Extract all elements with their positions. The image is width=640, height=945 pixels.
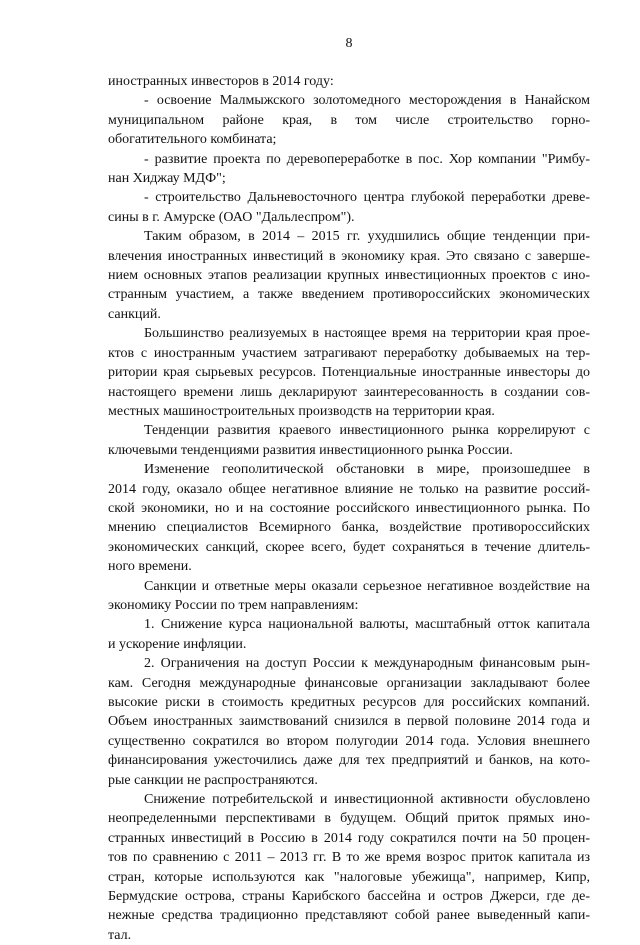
text-line: стран, которые используются как "налоговые убежища", например, Кипр, [108, 869, 590, 885]
text-line: 2. Ограничения на доступ России к международным финансовым рын- [144, 656, 590, 672]
text-line: ного времени. [108, 559, 192, 575]
text-line: нием основных этапов реализации крупных инвестиционных проектов с ино- [108, 268, 590, 284]
text-line: санкций. [108, 306, 161, 322]
text-line: иностранных инвесторов в 2014 году: [108, 74, 334, 89]
text-line: кам. Сегодня международные финансовые организации закладывают более [108, 675, 590, 691]
text-line: - строительство Дальневосточного центра глубокой переработки древе- [144, 190, 590, 206]
text-line: нан Хиджау МДФ"; [108, 171, 226, 187]
paragraph [108, 72, 590, 91]
text-line: нежные средства традиционно представляют собой ранее выведенный капи- [108, 908, 590, 924]
text-line: странных инвестиций в Россию в 2014 году сократился почти на 50 процен- [108, 830, 590, 846]
text-line: Тенденции развития краевого инвестиционного рынка коррелируют с [144, 423, 590, 439]
page-number: 8 [345, 36, 353, 51]
text-line: высокие риски в стоимость кредитных ресурсов для российских компаний. [108, 695, 590, 710]
paragraph [108, 91, 590, 149]
text-line: существенно сократился во втором полугодии 2014 года. Условия внешнего [108, 733, 590, 749]
text-line: влечения иностранных инвестиций в экономику края. Это связано с заверше- [108, 248, 590, 264]
text-line: мнению специалистов Всемирного банка, воздействие противороссийских [108, 520, 590, 536]
text-line: - развитие проекта по деревопереработке в пос. Хор компании "Римбу- [144, 151, 590, 167]
text-line: Санкции и ответные меры оказали серьезное негативное воздействие на [144, 578, 590, 594]
paragraph [108, 188, 590, 227]
paragraph [108, 615, 590, 654]
text-line: и ускорение инфляции. [108, 636, 247, 652]
text-line: 2014 году, оказало общее негативное влияние не только на развитие россий- [108, 481, 590, 497]
paragraph [108, 324, 590, 421]
paragraph [108, 577, 590, 616]
paragraph [108, 227, 590, 324]
paragraph [108, 150, 590, 189]
text-line: экономику России по трем направлениям: [108, 597, 359, 613]
text-line: Изменение геополитической обстановки в мире, произошедшее в [144, 462, 590, 478]
text-line: неопределенными перспективами в будущем. Общий приток прямых ино- [108, 811, 590, 827]
paragraph [108, 460, 590, 576]
text-line: Таким образом, в 2014 – 2015 гг. ухудшились общие тенденции при- [144, 229, 590, 245]
text-line: ритории края сырьевых ресурсов. Потенциальные иностранные инвесторы до [108, 365, 590, 381]
text-line: рые санкции не распространяются. [108, 772, 318, 788]
text-line: местных машиностроительных производств на территории края. [108, 403, 495, 419]
text-line: Бермудские острова, страны Карибского бассейна и остров Джерси, где де- [108, 889, 590, 905]
text-line: обогатительного комбината; [108, 132, 277, 148]
text-line: ключевыми тенденциями развития инвестиционного рынка России. [108, 442, 513, 458]
text-line: настоящего времени лишь декларируют заинтересованность в создании сов- [108, 384, 590, 400]
paragraph [108, 790, 590, 945]
text-line: тов по сравнению с 2011 – 2013 гг. В то же время возрос приток капитала из [108, 850, 590, 866]
text-line: ктов с иностранным участием затрагивают переработку добываемых на тер- [108, 345, 590, 361]
text-line: странным участием, а также введением противороссийских экономических [108, 287, 590, 303]
text-line: Объем иностранных заимствований снизился в первой половине 2014 года и [108, 714, 590, 730]
body-text [108, 72, 590, 945]
text-line: муниципальном районе края, в том числе строительство горно- [108, 112, 590, 128]
text-line: 1. Снижение курса национальной валюты, масштабный отток капитала [144, 617, 590, 633]
text-line: Большинство реализуемых в настоящее время на территории края прое- [144, 326, 590, 342]
text-line: ской экономики, но и на состояние российского инвестиционного рынка. По [108, 500, 590, 516]
text-line: сины в г. Амурске (ОАО "Дальлеспром"). [108, 209, 355, 225]
text-line: экономических санкций, скорее всего, будет сохраняться в течение длитель- [108, 539, 590, 555]
text-line: тал. [108, 927, 132, 943]
paragraph [108, 654, 590, 790]
paragraph [108, 421, 590, 460]
text-line: - освоение Малмыжского золотомедного месторождения в Нанайском [144, 93, 590, 109]
text-line: Снижение потребительской и инвестиционной активности обусловлено [144, 792, 590, 808]
text-line: финансирования ужесточились даже для тех предприятий и банков, на кото- [108, 753, 590, 769]
